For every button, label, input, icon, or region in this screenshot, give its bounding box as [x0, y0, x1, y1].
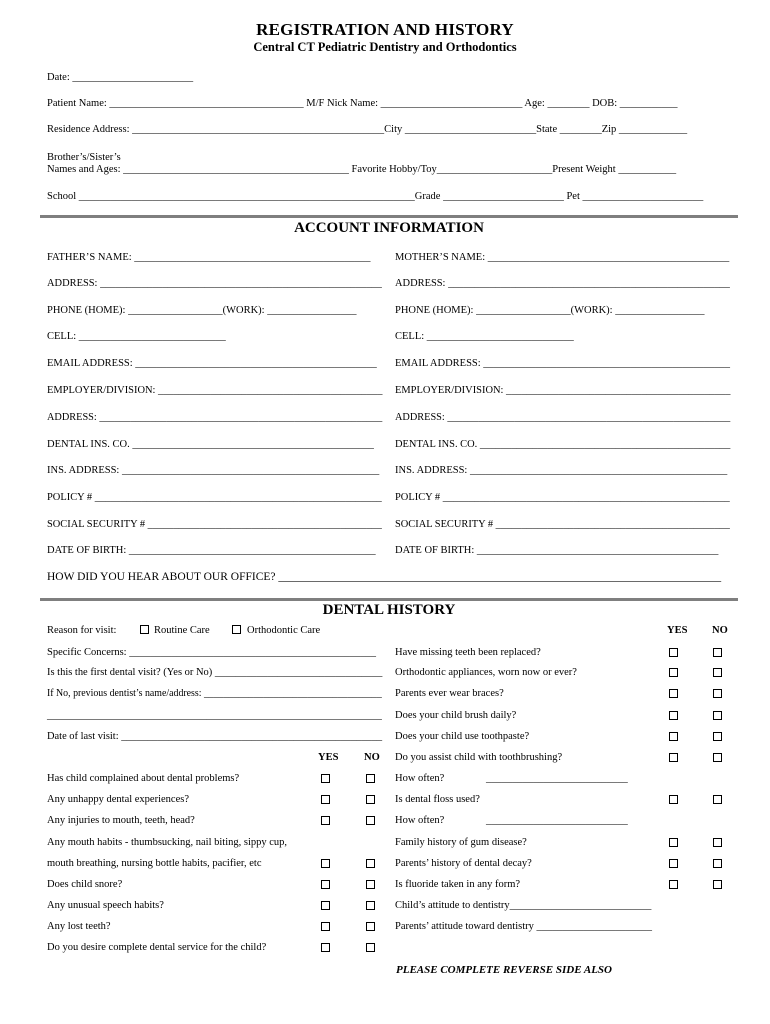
father-field-3[interactable]: CELL: ____________________________: [47, 331, 226, 342]
no-checkbox[interactable]: [713, 838, 722, 847]
dental-left-question: Any injuries to mouth, teeth, head?: [47, 815, 195, 826]
father-field-5[interactable]: EMPLOYER/DIVISION: ___________________________________________: [47, 385, 383, 396]
father-field-8[interactable]: INS. ADDRESS: _________________________________________________: [47, 465, 380, 476]
mother-field-1[interactable]: ADDRESS: ______________________________________________________: [395, 278, 730, 289]
routine-care-label: Routine Care: [154, 625, 210, 636]
reason-label: Reason for visit:: [47, 625, 117, 636]
dental-right-question: Have missing teeth been replaced?: [395, 647, 541, 658]
no-checkbox[interactable]: [713, 689, 722, 698]
routine-care-checkbox[interactable]: [140, 625, 149, 634]
father-field-10[interactable]: SOCIAL SECURITY # _____________________________________________: [47, 519, 382, 530]
yes-checkbox[interactable]: [669, 795, 678, 804]
dental-right-question: Do you assist child with toothbrushing?: [395, 752, 563, 763]
dental-right-question: Orthodontic appliances, worn now or ever?: [395, 667, 577, 678]
mother-field-3[interactable]: CELL: ____________________________: [395, 331, 574, 342]
yes-checkbox[interactable]: [321, 774, 330, 783]
no-checkbox[interactable]: [713, 668, 722, 677]
orthodontic-care-checkbox[interactable]: [232, 625, 241, 634]
section-divider: [40, 215, 738, 218]
orthodontic-care-label: Orthodontic Care: [247, 625, 321, 636]
no-checkbox[interactable]: [366, 816, 375, 825]
father-field-0[interactable]: FATHER’S NAME: _____________________________________________: [47, 252, 371, 263]
residence-address-line[interactable]: Residence Address: ________________________________________________City _________________________State ________Zip _____________: [47, 124, 688, 135]
mother-field-2[interactable]: PHONE (HOME): __________________(WORK): _________________: [395, 305, 705, 316]
yes-checkbox[interactable]: [321, 795, 330, 804]
no-checkbox[interactable]: [713, 648, 722, 657]
yes-checkbox[interactable]: [669, 753, 678, 762]
yes-checkbox[interactable]: [321, 943, 330, 952]
mother-field-7[interactable]: DENTAL INS. CO. ________________________________________________: [395, 439, 731, 450]
siblings-label: Brother’s/Sister’s: [47, 152, 121, 163]
no-checkbox[interactable]: [366, 859, 375, 868]
section-divider: [40, 598, 738, 601]
dental-right-question: Family history of gum disease?: [395, 837, 527, 848]
dental-left-field-1[interactable]: Is this the first dental visit? (Yes or No) ________________________________: [47, 667, 383, 678]
dental-left-question: Does child snore?: [47, 879, 123, 890]
yes-checkbox[interactable]: [669, 838, 678, 847]
mother-field-11[interactable]: DATE OF BIRTH: ______________________________________________: [395, 545, 719, 556]
no-checkbox[interactable]: [713, 795, 722, 804]
no-checkbox[interactable]: [713, 711, 722, 720]
mother-field-8[interactable]: INS. ADDRESS: _________________________________________________: [395, 465, 728, 476]
dental-right-question: Parents ever wear braces?: [395, 688, 504, 699]
dental-left-question: Any unusual speech habits?: [47, 900, 164, 911]
no-checkbox[interactable]: [366, 901, 375, 910]
hear-about-office-line[interactable]: HOW DID YOU HEAR ABOUT OUR OFFICE? _____________________________________________________________________________: [47, 571, 722, 583]
no-checkbox[interactable]: [366, 795, 375, 804]
father-field-4[interactable]: EMAIL ADDRESS: ______________________________________________: [47, 358, 377, 369]
account-heading: ACCOUNT INFORMATION: [294, 220, 484, 236]
dental-heading: DENTAL HISTORY: [322, 602, 456, 618]
yes-checkbox[interactable]: [321, 922, 330, 931]
how-often-field[interactable]: ___________________________: [486, 815, 628, 826]
mother-field-0[interactable]: MOTHER’S NAME: ______________________________________________: [395, 252, 730, 263]
father-field-9[interactable]: POLICY # _______________________________________________________: [47, 492, 382, 503]
dental-left-question: Any lost teeth?: [47, 921, 111, 932]
father-field-6[interactable]: ADDRESS: _______________________________________________________: [47, 412, 383, 423]
no-checkbox[interactable]: [366, 880, 375, 889]
yes-header-right: YES: [667, 625, 688, 636]
dental-left-question: Has child complained about dental problems?: [47, 773, 240, 784]
how-often-field[interactable]: ___________________________: [486, 773, 628, 784]
dental-right-question: Does your child use toothpaste?: [395, 731, 530, 742]
father-field-11[interactable]: DATE OF BIRTH: _______________________________________________: [47, 545, 376, 556]
mother-field-5[interactable]: EMPLOYER/DIVISION: ___________________________________________: [395, 385, 731, 396]
page-subtitle: Central CT Pediatric Dentistry and Orthodontics: [253, 40, 517, 54]
no-checkbox[interactable]: [713, 732, 722, 741]
yes-checkbox[interactable]: [321, 901, 330, 910]
dental-right-question: Parents’ attitude toward dentistry ______________________: [395, 921, 653, 932]
yes-checkbox[interactable]: [669, 732, 678, 741]
mother-field-6[interactable]: ADDRESS: _______________________________________________________: [395, 412, 731, 423]
yes-header-left: YES: [318, 752, 339, 763]
no-checkbox[interactable]: [713, 753, 722, 762]
mother-field-10[interactable]: SOCIAL SECURITY # _____________________________________________: [395, 519, 730, 530]
dental-left-question: Do you desire complete dental service for the child?: [47, 942, 267, 953]
yes-checkbox[interactable]: [669, 880, 678, 889]
dental-left-field-4[interactable]: Date of last visit: __________________________________________________: [47, 731, 383, 742]
yes-checkbox[interactable]: [669, 668, 678, 677]
no-checkbox[interactable]: [366, 774, 375, 783]
dental-left-question: Any mouth habits - thumbsucking, nail biting, sippy cup,: [47, 837, 288, 848]
yes-checkbox[interactable]: [669, 648, 678, 657]
yes-checkbox[interactable]: [669, 689, 678, 698]
dental-left-field-2[interactable]: If No, previous dentist’s name/address: ____________________________________: [47, 688, 382, 699]
no-header-right: NO: [712, 625, 728, 636]
no-checkbox[interactable]: [366, 922, 375, 931]
date-field[interactable]: Date: _______________________: [47, 72, 194, 83]
yes-checkbox[interactable]: [321, 816, 330, 825]
father-field-7[interactable]: DENTAL INS. CO. ______________________________________________: [47, 439, 374, 450]
yes-checkbox[interactable]: [321, 880, 330, 889]
dental-right-question: Is dental floss used?: [395, 794, 480, 805]
no-checkbox[interactable]: [713, 859, 722, 868]
dental-left-field-0[interactable]: Specific Concerns: _______________________________________________: [47, 647, 376, 658]
mother-field-9[interactable]: POLICY # _______________________________________________________: [395, 492, 730, 503]
yes-checkbox[interactable]: [669, 711, 678, 720]
yes-checkbox[interactable]: [321, 859, 330, 868]
father-field-1[interactable]: ADDRESS: ______________________________________________________: [47, 278, 382, 289]
dental-right-question: Is fluoride taken in any form?: [395, 879, 521, 890]
no-checkbox[interactable]: [713, 880, 722, 889]
dental-left-field-3[interactable]: ___________________________________________________________________: [47, 710, 382, 721]
dental-left-question: Any unhappy dental experiences?: [47, 794, 189, 805]
dental-right-question: How often?: [395, 815, 445, 826]
dental-left-question: mouth breathing, nursing bottle habits, pacifier, etc: [47, 858, 262, 869]
siblings-line[interactable]: Names and Ages: ___________________________________________ Favorite Hobby/Toy______________________Present Weight ___________: [47, 164, 677, 175]
footer-note: PLEASE COMPLETE REVERSE SIDE ALSO: [396, 964, 612, 976]
no-header-left: NO: [364, 752, 380, 763]
mother-field-4[interactable]: EMAIL ADDRESS: _______________________________________________: [395, 358, 731, 369]
dental-right-question: Child’s attitude to dentistry___________________________: [395, 900, 652, 911]
school-line[interactable]: School ________________________________________________________________Grade _______________________ Pet _______________________: [47, 191, 704, 202]
no-checkbox[interactable]: [366, 943, 375, 952]
page-title: REGISTRATION AND HISTORY: [256, 20, 514, 39]
dental-right-question: Does your child brush daily?: [395, 710, 517, 721]
father-field-2[interactable]: PHONE (HOME): __________________(WORK): _________________: [47, 305, 357, 316]
dental-right-question: Parents’ history of dental decay?: [395, 858, 532, 869]
patient-name-line[interactable]: Patient Name: _____________________________________ M/F Nick Name: ___________________________ Age: ________ DOB: ___________: [47, 98, 678, 109]
dental-right-question: How often?: [395, 773, 445, 784]
yes-checkbox[interactable]: [669, 859, 678, 868]
